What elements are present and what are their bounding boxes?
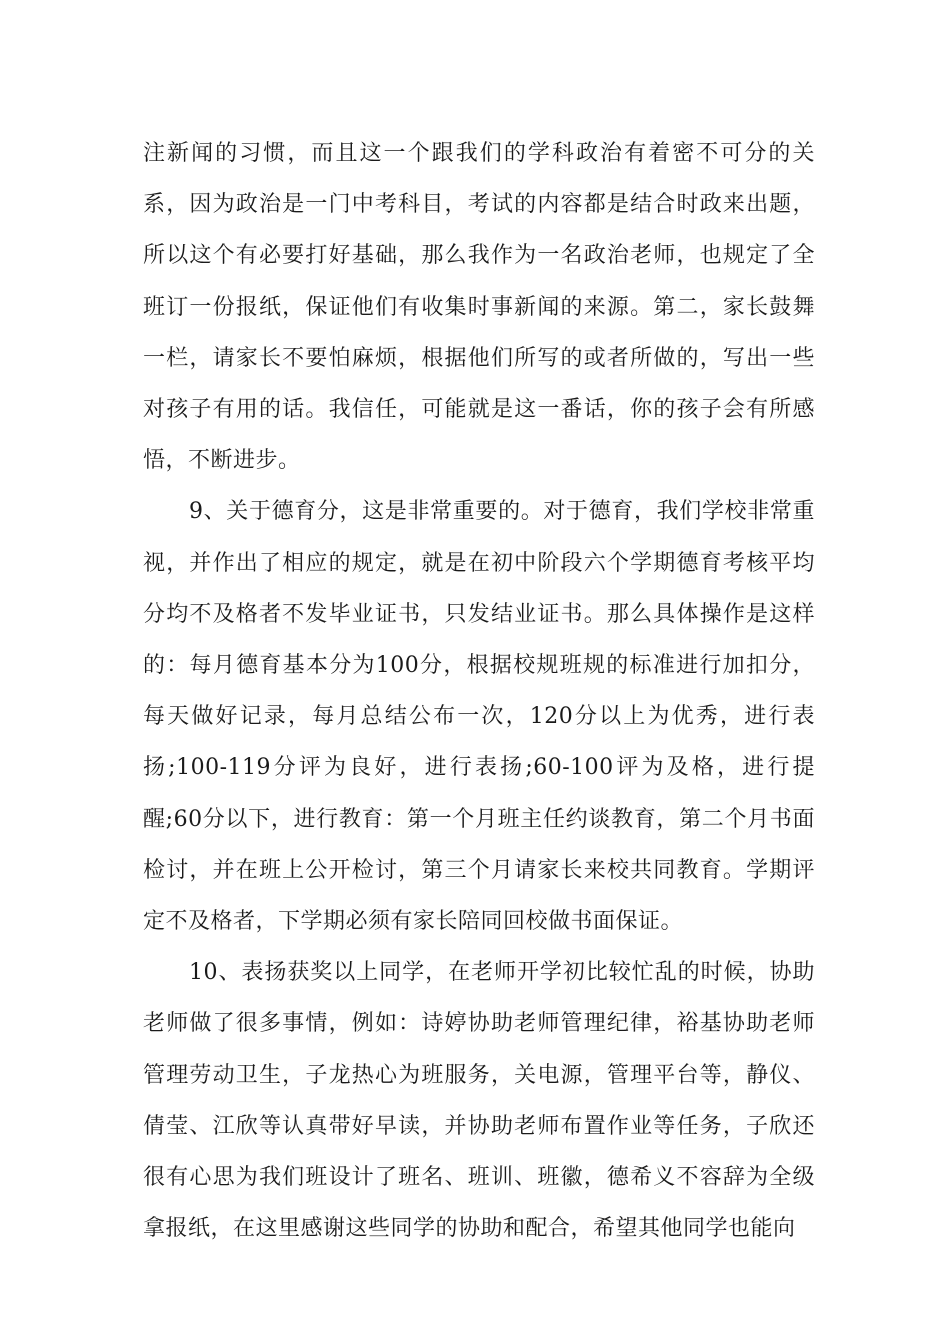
paragraph-item-9: 9、关于德育分，这是非常重要的。对于德育，我们学校非常重视，并作出了相应的规定，就是在初中阶段六个学期德育考核平均分均不及格者不发毕业证书，只发结业证书。那么具体操作是这样的：每月德育基本分为100分，根据校规班规的标准进行加扣分，每天做好记录，每月总结公布一次，120分以上为优秀，进行表扬;100-119分评为良好，进行表扬;60-100评为及格，进行提醒;60分以下，进行教育：第一个月班主任约谈教育，第二个月书面检讨，并在班上公开检讨，第三个月请家长来校共同教育。学期评定不及格者，下学期必须有家长陪同回校做书面保证。 bbox=[143, 499, 815, 935]
body-text bbox=[143, 128, 815, 1254]
paragraph-continuation: 注新闻的习惯，而且这一个跟我们的学科政治有着密不可分的关系，因为政治是一门中考科目，考试的内容都是结合时政来出题，所以这个有必要打好基础，那么我作为一名政治老师，也规定了全班订一份报纸，保证他们有收集时事新闻的来源。第二，家长鼓舞一栏，请家长不要怕麻烦，根据他们所写的或者所做的，写出一些对孩子有用的话。我信任，可能就是这一番话，你的孩子会有所感悟，不断进步。 bbox=[143, 141, 815, 474]
paragraph-item-10: 10、表扬获奖以上同学，在老师开学初比较忙乱的时候，协助老师做了很多事情，例如：诗婷协助老师管理纪律，裕基协助老师管理劳动卫生，子龙热心为班服务，关电源，管理平台等，静仪、倩莹、江欣等认真带好早读，并协助老师布置作业等任务，子欣还很有心思为我们班设计了班名、班训、班徽，德希义不容辞为全级拿报纸，在这里感谢这些同学的协助和配合，希望其他同学也能向 bbox=[143, 960, 815, 1242]
